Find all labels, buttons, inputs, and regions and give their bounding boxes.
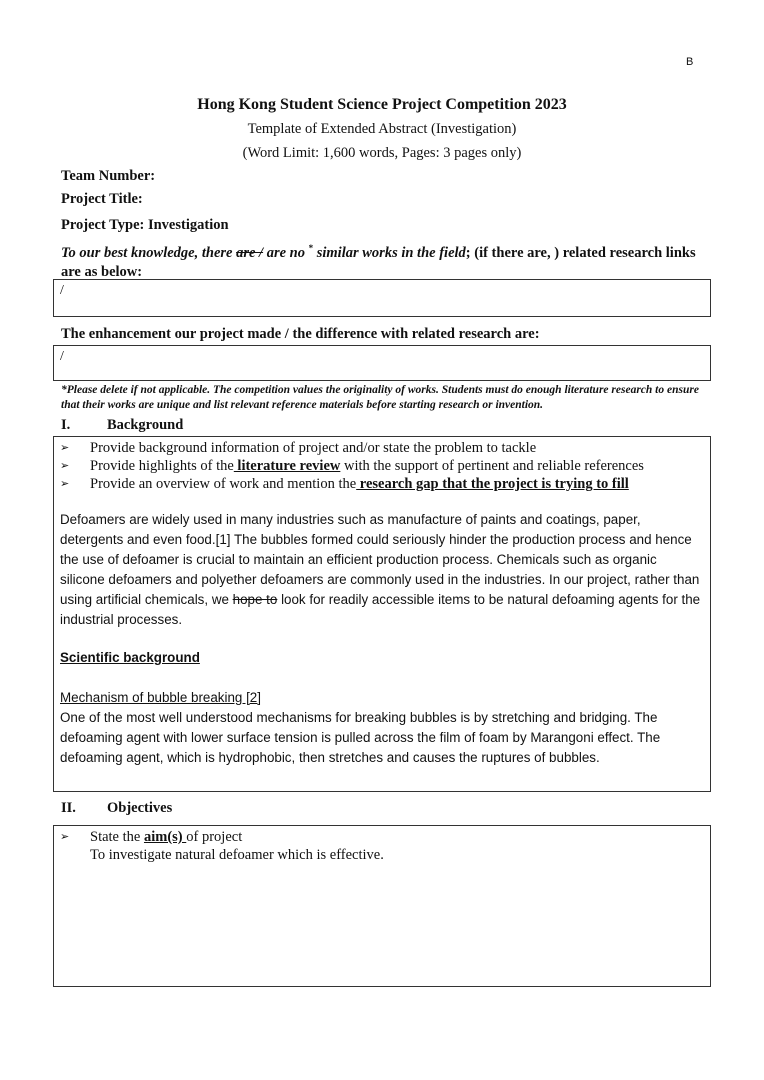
objectives-number: II. xyxy=(61,800,76,816)
background-box xyxy=(53,436,711,792)
background-heading xyxy=(61,417,183,434)
bullet-text: Provide an overview of work and mention the research gap that the project is trying to fill xyxy=(90,476,629,492)
objectives-box xyxy=(53,825,711,987)
arrow-bullet-icon: ➢ xyxy=(60,477,70,490)
statement-part1: To our best knowledge, there xyxy=(61,244,237,261)
bullet-item xyxy=(60,475,710,493)
statement-part2: are no xyxy=(263,244,309,261)
mechanism-paragraph: One of the most well understood mechanisms for breaking bubbles is by stretching and bridging. The defoaming agent with lower surface tension is pulled across the film of foam by Marangoni effect. The defoaming agent, which is hydrophobic, then stretches and causes the ruptures of bubbles. xyxy=(60,710,661,765)
bullet-text: Provide background information of project and/or state the problem to tackle xyxy=(90,440,537,456)
background-title: Background xyxy=(107,417,184,433)
enhancement-value: / xyxy=(60,349,64,364)
competition-title: Hong Kong Student Science Project Competition 2023 xyxy=(197,96,567,113)
background-number: I. xyxy=(61,417,71,433)
team-number-label: Team Number: xyxy=(61,168,156,184)
arrow-bullet-icon: ➢ xyxy=(60,830,70,843)
objective-text: To investigate natural defoamer which is effective. xyxy=(90,847,384,863)
footnote-marker: * xyxy=(308,243,314,253)
project-title-label: Project Title: xyxy=(61,191,143,207)
research-links-value: / xyxy=(60,283,64,298)
bullet-text: State the aim(s) of project xyxy=(90,829,243,845)
research-links-box xyxy=(53,279,711,317)
bullet-item xyxy=(60,457,710,475)
background-bullets xyxy=(54,437,710,493)
background-paragraph: Defoamers are widely used in many industries such as manufacture of paints and coatings, paper, detergents and even food.[1] The bubbles formed could seriously hinder the production process and hence the use of defoamer is crucial to maintain an efficient production process. Chemicals such as organic silicone defoamers and polyether defoamers are commonly used in the industries. In our project, rather than using artificial chemicals, we hope to look for readily accessible items to be natural defoaming agents for the industrial processes. xyxy=(60,512,701,627)
originality-statement xyxy=(61,239,711,282)
bullet-item xyxy=(60,439,710,457)
word-limit: (Word Limit: 1,600 words, Pages: 3 pages only) xyxy=(242,145,522,161)
enhancement-box xyxy=(53,345,711,381)
statement-struck: are / xyxy=(236,244,264,261)
enhancement-label: The enhancement our project made / the difference with related research are: xyxy=(61,326,540,342)
template-subtitle: Template of Extended Abstract (Investigation) xyxy=(247,121,517,137)
project-type-label: Project Type: Investigation xyxy=(61,217,229,233)
objectives-heading xyxy=(61,800,172,817)
bullet-text: Provide highlights of the literature review with the support of pertinent and reliable references xyxy=(90,458,644,474)
mechanism-heading: Mechanism of bubble breaking [2] xyxy=(60,690,261,705)
page-label: B xyxy=(686,56,694,68)
footnote: *Please delete if not applicable. The competition values the originality of works. Students must do enough literature research to ensure that their works are unique and list relevant reference materials before starting research or invention. xyxy=(61,384,699,411)
bullet-item xyxy=(60,828,710,846)
objectives-title: Objectives xyxy=(107,800,173,816)
arrow-bullet-icon: ➢ xyxy=(60,441,70,454)
statement-part3: similar works in the field xyxy=(313,244,466,261)
statement-part4: ; (if there are, ) related research links are as below: xyxy=(61,244,696,280)
objectives-bullets xyxy=(54,826,710,846)
scientific-background-heading: Scientific background xyxy=(60,650,200,665)
arrow-bullet-icon: ➢ xyxy=(60,459,70,472)
